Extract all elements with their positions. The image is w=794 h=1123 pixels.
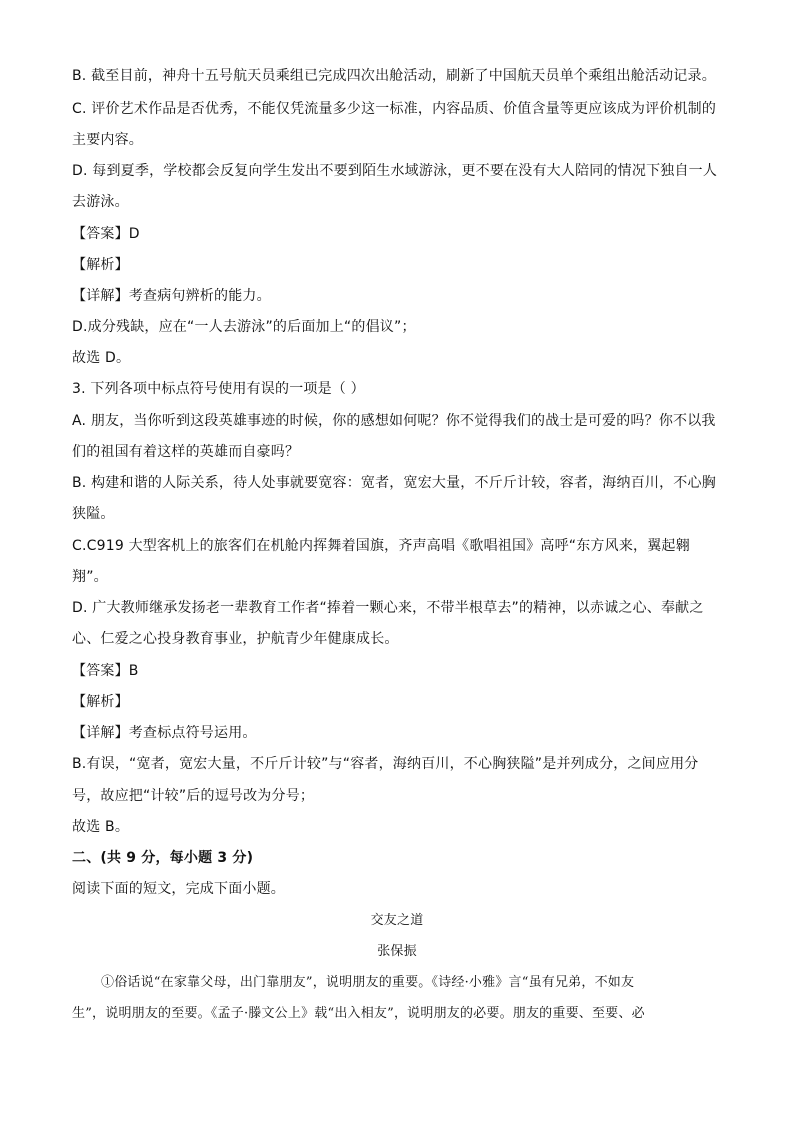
q2-option-b: B. 截至目前，神舟十五号航天员乘组已完成四次出舱活动，刷新了中国航天员单个乘组出舱活动记录。 bbox=[72, 68, 716, 84]
q3-analysis-label: 【解析】 bbox=[72, 694, 129, 710]
q3-conclusion: 故选 B。 bbox=[72, 819, 130, 835]
q2-option-c-line1: C. 评价艺术作品是否优秀，不能仅凭流量多少这一标准，内容品质、价值含量等更应该成为评价机制的 bbox=[72, 101, 717, 117]
q2-option-d-line1: D. 每到夏季，学校都会反复向学生发出不要到陌生水域游泳，更不要在没有大人陪同的情况下独自一人 bbox=[72, 163, 718, 179]
section-heading: 二、(共 9 分，每小题 3 分) bbox=[72, 850, 254, 866]
q2-explanation: D.成分残缺，应在“一人去游泳”的后面加上“的倡议”； bbox=[72, 319, 416, 335]
section-instruction: 阅读下面的短文，完成下面小题。 bbox=[72, 881, 285, 897]
q3-option-d-line1: D. 广大教师继承发扬老一辈教育工作者“捧着一颗心来，不带半根草去”的精神，以赤诚之心、奉献之 bbox=[72, 600, 704, 616]
q3-explanation-line2: 号，故应把“计较”后的逗号改为分号； bbox=[72, 788, 315, 804]
q3-answer: 【答案】B bbox=[72, 663, 139, 679]
q3-stem: 3. 下列各项中标点符号使用有误的一项是（ ） bbox=[72, 381, 365, 397]
article-para1-line2: 生”，说明朋友的至要。《孟子·滕文公上》载“出入相友”，说明朋友的必要。朋友的重要、至要、必 bbox=[72, 1006, 645, 1021]
q3-option-c-line1: C.C919 大型客机上的旅客们在机舱内挥舞着国旗，齐声高唱《歌唱祖国》高呼“东方风来，翼起翱 bbox=[72, 538, 690, 554]
article-title: 交友之道 bbox=[370, 913, 424, 928]
q3-option-d-line2: 心、仁爱之心投身教育事业，护航青少年健康成长。 bbox=[72, 631, 399, 647]
q2-conclusion: 故选 D。 bbox=[72, 350, 131, 366]
q2-analysis-label: 【解析】 bbox=[72, 257, 129, 273]
q3-explanation-line1: B.有误，“宽者，宽宏大量，不斤斤计较”与“容者，海纳百川，不心胸狭隘”是并列成分，之间应用分 bbox=[72, 756, 699, 772]
q3-option-c-line2: 翔”。 bbox=[72, 569, 108, 585]
q2-answer: 【答案】D bbox=[72, 226, 140, 242]
q3-option-a-line2: 们的祖国有着这样的英雄而自豪吗？ bbox=[72, 444, 300, 460]
q3-option-a-line1: A. 朋友，当你听到这段英雄事迹的时候，你的感想如何呢？你不觉得我们的战士是可爱的吗？你不以我 bbox=[72, 413, 716, 429]
article-author: 张保振 bbox=[377, 944, 417, 959]
q3-option-b-line2: 狭隘。 bbox=[72, 506, 115, 522]
q2-option-d-line2: 去游泳。 bbox=[72, 194, 129, 210]
q2-detail: 【详解】考查病句辨析的能力。 bbox=[72, 288, 271, 304]
q3-detail: 【详解】考查标点符号运用。 bbox=[72, 725, 257, 741]
q2-option-c-line2: 主要内容。 bbox=[72, 132, 143, 148]
article-para1-line1: ①俗话说“在家靠父母，出门靠朋友”，说明朋友的重要。《诗经·小雅》言“虽有兄弟，不如友 bbox=[101, 975, 635, 990]
q3-option-b-line1: B. 构建和谐的人际关系，待人处事就要宽容：宽者，宽宏大量，不斤斤计较，容者，海纳百川，不心胸 bbox=[72, 475, 716, 491]
